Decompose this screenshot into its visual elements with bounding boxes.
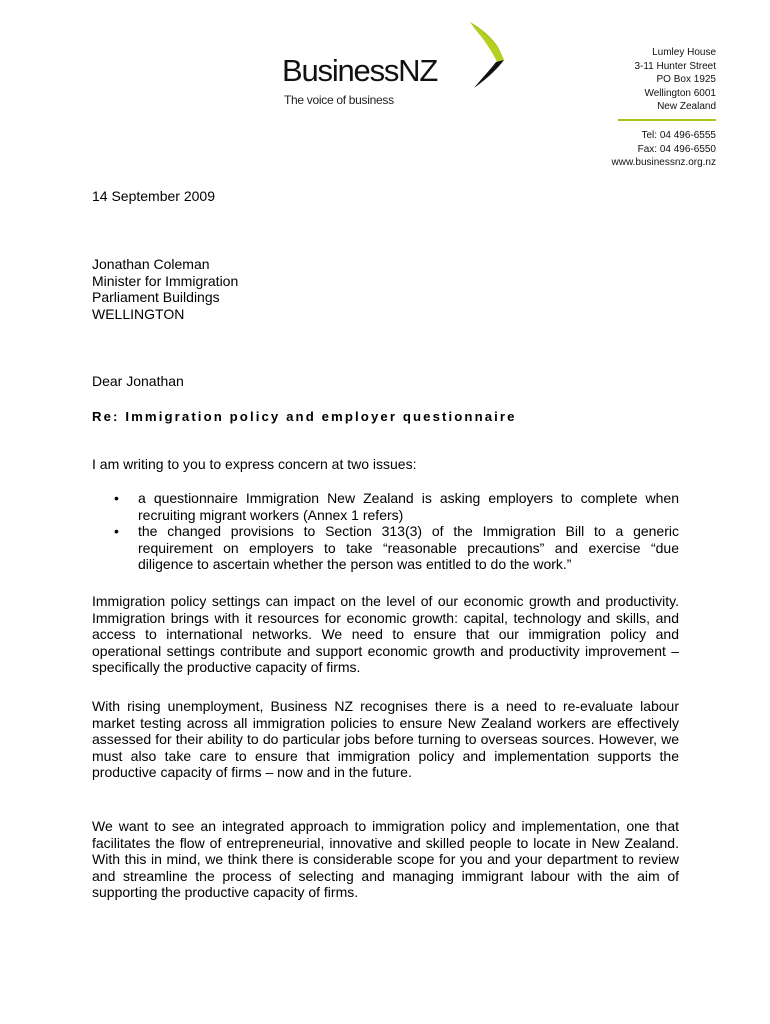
list-item — [92, 490, 679, 523]
address-line: Lumley House — [652, 47, 716, 58]
recipient-line: Parliament Buildings — [92, 289, 220, 305]
subject-line: Re: Immigration policy and employer questionnaire — [92, 409, 517, 424]
logo-leaf-icon — [464, 20, 508, 90]
recipient-line: WELLINGTON — [92, 305, 185, 322]
logo-tagline: The voice of business — [284, 93, 394, 107]
address-line: New Zealand — [657, 101, 716, 113]
bullet-icon: • — [114, 490, 119, 506]
company-logo — [282, 20, 522, 110]
body-paragraph: We want to see an integrated approach to immigration policy and implementation, one that facilitates the flow of entrepreneurial, innovative and skilled people to locate in New Zealand. With this in mind, we think there is considerable scope for you and your department to review and streamline the process of selecting and managing immigrant labour with the aim of supporting the productive capacity of firms. — [92, 818, 679, 900]
sender-address — [612, 46, 717, 170]
list-item-text: a questionnaire Immigration New Zealand is asking employers to complete when recruiting migrant workers (Annex 1 refers) — [138, 490, 679, 523]
recipient-address — [92, 256, 679, 322]
website-link[interactable]: www.businessnz.org.nz — [611, 157, 716, 169]
list-item — [92, 523, 679, 573]
salutation: Dear Jonathan — [92, 373, 184, 389]
address-line: 3-11 Hunter Street — [634, 60, 716, 72]
address-divider — [618, 119, 716, 121]
recipient-line: Minister for Immigration — [92, 272, 239, 289]
body-paragraph: With rising unemployment, Business NZ recognises there is a need to re-evaluate labour market testing across all immigration policies to ensure New Zealand workers are effectively assessed for their ability to do particular jobs before turning to overseas sources. However, we must also take care to ensure that immigration policy and implementation supports the productive capacity of firms – now and in the future. — [92, 698, 679, 780]
address-line: Wellington 6001 — [644, 87, 716, 99]
concern-list — [92, 490, 679, 573]
letter-date: 14 September 2009 — [92, 188, 215, 204]
phone-number: Tel: 04 496-6555 — [641, 129, 716, 141]
fax-number: Fax: 04 496-6550 — [637, 143, 716, 155]
intro-paragraph: I am writing to you to express concern at two issues: — [92, 456, 417, 472]
bullet-icon: • — [114, 523, 119, 539]
body-paragraph: Immigration policy settings can impact on the level of our economic growth and productivity. Immigration brings with it resources for economic growth: capital, technology and skills, and access to international networks. We need to ensure that our immigration policy and operational settings contribute and support economic growth and productivity improvement – specifically the productive capacity of firms. — [92, 593, 679, 675]
address-line: PO Box 1925 — [656, 74, 716, 86]
recipient-line: Jonathan Coleman — [92, 256, 210, 272]
list-item-text: the changed provisions to Section 313(3) of the Immigration Bill to a generic requirement on employers to take “reasonable precautions” and exercise “due diligence to ascertain whether the person was entitled to do the work.” — [138, 523, 679, 572]
logo-text: BusinessNZ — [282, 53, 438, 88]
